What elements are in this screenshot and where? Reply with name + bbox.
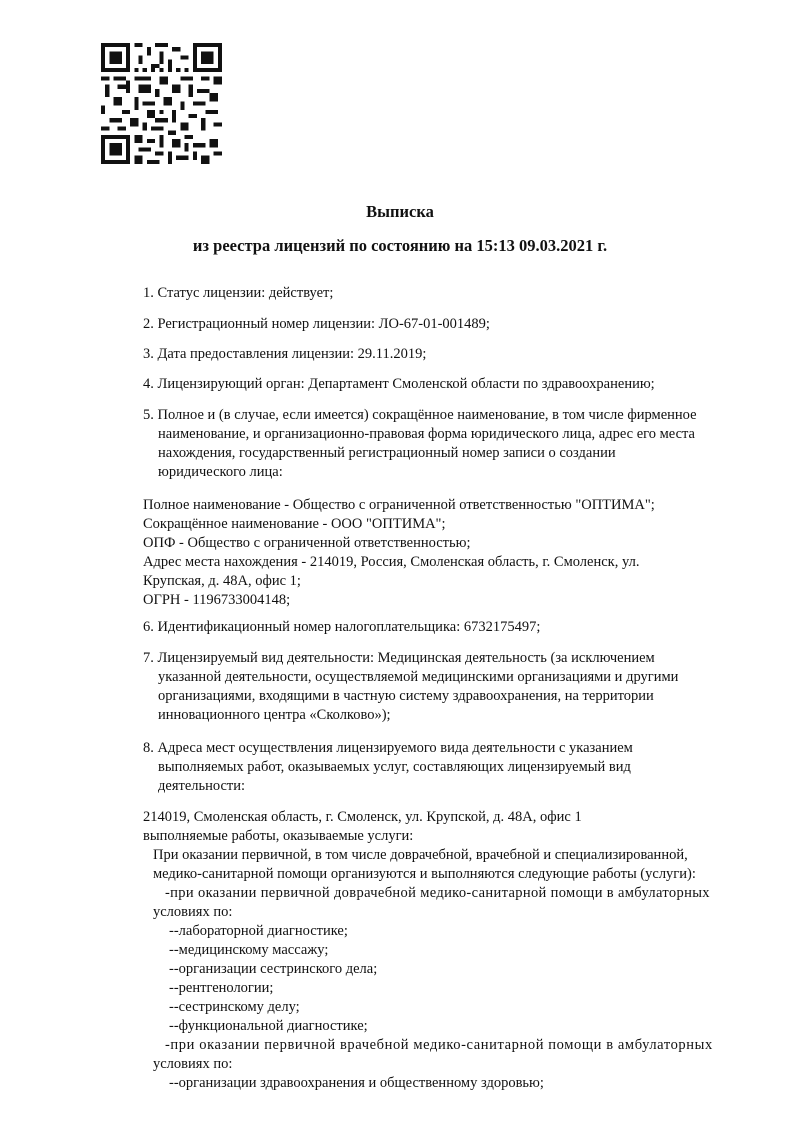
- list-item: юридического лица:: [158, 464, 283, 480]
- list-item: инновационного центра «Сколково»);: [158, 707, 391, 723]
- list-item: указанной деятельности, осуществляемой медицинскими организациями и другими: [158, 669, 679, 685]
- primary-prehospital-care-cont: условиях по:: [153, 904, 233, 920]
- registration-number: 2. Регистрационный номер лицензии: ЛО-67-01-001489;: [143, 316, 490, 332]
- org-legal-form: ОПФ - Общество с ограниченной ответственностью;: [143, 535, 471, 551]
- primary-prehospital-care: -при оказании первичной доврачебной медико-санитарной помощи в амбулаторных: [165, 885, 710, 901]
- qr-code-icon: [101, 43, 222, 164]
- list-item: --функциональной диагностике;: [169, 1018, 368, 1034]
- org-address-cont: Крупская, д. 48А, офис 1;: [143, 573, 301, 589]
- org-ogrn: ОГРН - 1196733004148;: [143, 592, 291, 608]
- license-date: 3. Дата предоставления лицензии: 29.11.2019;: [143, 346, 427, 362]
- address-block: [143, 808, 768, 846]
- org-short-name: Сокращённое наименование - ООО "ОПТИМА";: [143, 516, 446, 532]
- works-intro: При оказании первичной, в том числе доврачебной, врачебной и специализированной,: [153, 847, 688, 863]
- list-item: деятельности:: [158, 778, 246, 794]
- license-status: 1. Статус лицензии: действует;: [143, 285, 334, 301]
- list-item: --организации здравоохранения и общественному здоровью;: [169, 1075, 544, 1091]
- list-item: --организации сестринского дела;: [169, 961, 378, 977]
- works-label: выполняемые работы, оказываемые услуги:: [143, 828, 414, 844]
- list-item: --медицинскому массажу;: [169, 942, 329, 958]
- org-info-heading: [143, 406, 763, 482]
- activity-type: [143, 649, 763, 725]
- org-details: [143, 496, 768, 610]
- list-item: 5. Полное и (в случае, если имеется) сокращённое наименование, в том числе фирменное: [143, 407, 697, 423]
- primary-physician-care: -при оказании первичной врачебной медико-санитарной помощи в амбулаторных: [165, 1037, 713, 1053]
- list-item: 7. Лицензируемый вид деятельности: Медицинская деятельность (за исключением: [143, 650, 655, 666]
- document-title: Выписка: [366, 202, 434, 221]
- list-item: наименование, и организационно-правовая форма юридического лица, адрес его места: [158, 426, 695, 442]
- list-item: 8. Адреса мест осуществления лицензируемого вида деятельности с указанием: [143, 740, 633, 756]
- activity-addresses: [143, 739, 763, 796]
- org-address: Адрес места нахождения - 214019, Россия, Смоленская область, г. Смоленск, ул.: [143, 554, 640, 570]
- list-item: организациями, входящими в частную систему здравоохранения, на территории: [158, 688, 654, 704]
- list-item: --рентгенологии;: [169, 980, 274, 996]
- primary-physician-care-cont: условиях по:: [153, 1056, 233, 1072]
- works-list: [143, 846, 765, 1093]
- tax-id: 6. Идентификационный номер налогоплательщика: 6732175497;: [143, 619, 541, 635]
- list-item: --сестринскому делу;: [169, 999, 300, 1015]
- document-subtitle: из реестра лицензий по состоянию на 15:13 09.03.2021 г.: [192, 236, 608, 255]
- list-item: нахождения, государственный регистрационный номер записи о создании: [158, 445, 616, 461]
- works-intro-cont: медико-санитарной помощи организуются и выполняются следующие работы (услуги):: [153, 866, 696, 882]
- licensing-authority: 4. Лицензирующий орган: Департамент Смоленской области по здравоохранению;: [143, 376, 655, 392]
- activity-address: 214019, Смоленская область, г. Смоленск, ул. Крупской, д. 48А, офис 1: [143, 809, 582, 825]
- list-item: выполняемых работ, оказываемых услуг, составляющих лицензируемый вид: [158, 759, 631, 775]
- list-item: --лабораторной диагностике;: [169, 923, 348, 939]
- org-full-name: Полное наименование - Общество с ограниченной ответственностью "ОПТИМА";: [143, 497, 655, 513]
